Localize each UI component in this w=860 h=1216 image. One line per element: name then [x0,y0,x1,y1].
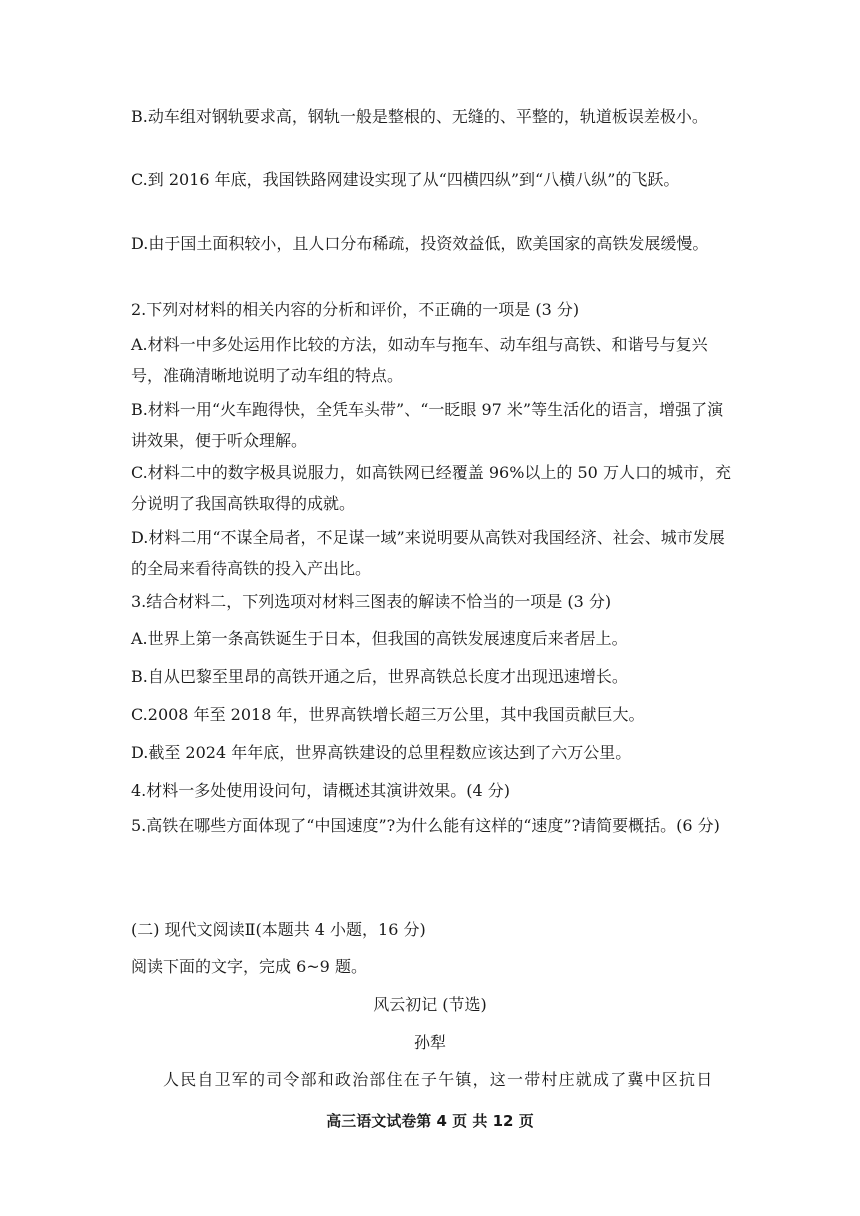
q3-stem: 3.结合材料二，下列选项对材料三图表的解读不恰当的一项是 (3 分) [131,592,612,611]
section-heading: (二) 现代文阅读Ⅱ(本题共 4 小题，16 分) [131,920,426,939]
q2-option-d: D.材料二用“不谋全局者，不足谋一域”来说明要从高铁对我国经济、社会、城市发展的全局来看待高铁的投入产出比。 [131,528,725,578]
q3-option-d: D.截至 2024 年年底，世界高铁建设的总里程数应该达到了六万公里。 [131,743,632,762]
reading-instruction: 阅读下面的文字，完成 6~9 题。 [131,957,367,976]
q5-stem: 5.高铁在哪些方面体现了“中国速度”?为什么能有这样的“速度”?请简要概括。(6 分) [131,816,720,835]
q2-option-a: A.材料一中多处运用作比较的方法，如动车与拖车、动车组与高铁、和谐号与复兴号，准确清晰地说明了动车组的特点。 [131,335,708,385]
article-title: 风云初记 (节选) [373,995,487,1014]
q4-stem: 4.材料一多处使用设问句，请概述其演讲效果。(4 分) [131,781,511,800]
q1-option-b: B.动车组对钢轨要求高，钢轨一般是整根的、无缝的、平整的，轨道板误差极小。 [131,107,708,126]
q2-option-b: B.材料一用“火车跑得快，全凭车头带”、“一眨眼 97 米”等生活化的语言，增强了演讲效果，便于听众理解。 [131,400,724,450]
q3-option-a: A.世界上第一条高铁诞生于日本，但我国的高铁发展速度后来者居上。 [131,629,628,648]
q3-option-c: C.2008 年至 2018 年，世界高铁增长超三万公里，其中我国贡献巨大。 [131,705,645,724]
article-first-line: 人民自卫军的司令部和政治部住在子午镇，这一带村庄就成了冀中区抗日 [163,1070,714,1089]
page-footer: 高三语文试卷第 4 页 共 12 页 [326,1112,534,1130]
q1-option-c: C.到 2016 年底，我国铁路网建设实现了从“四横四纵”到“八横八纵”的飞跃。 [131,170,680,189]
q3-option-b: B.自从巴黎至里昂的高铁开通之后，世界高铁总长度才出现迅速增长。 [131,667,628,686]
article-author: 孙犁 [413,1033,446,1052]
q2-stem: 2.下列对材料的相关内容的分析和评价，不正确的一项是 (3 分) [131,300,580,319]
q1-option-d: D.由于国土面积较小，且人口分布稀疏，投资效益低，欧美国家的高铁发展缓慢。 [131,234,709,253]
q2-option-c: C.材料二中的数字极具说服力，如高铁网已经覆盖 96%以上的 50 万人口的城市，充分说明了我国高铁取得的成就。 [131,463,731,513]
